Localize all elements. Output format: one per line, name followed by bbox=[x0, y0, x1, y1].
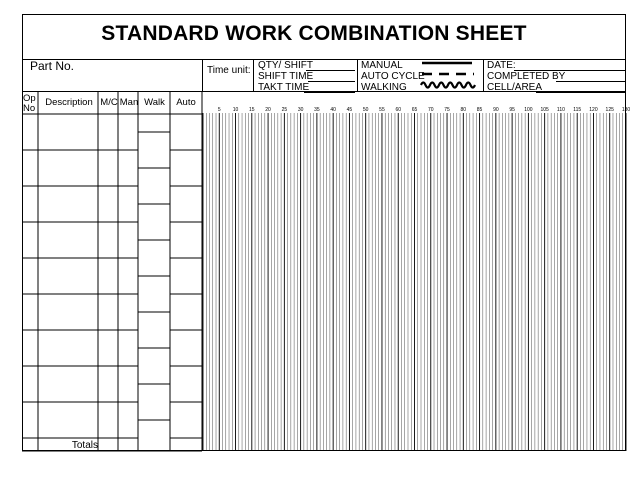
time-tick-label: 80 bbox=[460, 107, 467, 113]
legend-walking-label: WALKING bbox=[361, 82, 407, 93]
time-tick-label: 60 bbox=[395, 107, 401, 113]
part-no-label: Part No. bbox=[30, 59, 75, 73]
shift-time-label: SHIFT TIME bbox=[258, 71, 314, 82]
col-mc-header: M/C bbox=[100, 97, 118, 108]
time-tick-label: 25 bbox=[281, 107, 288, 113]
date-label: DATE: bbox=[487, 60, 516, 71]
time-tick-label: 125 bbox=[605, 107, 614, 113]
time-tick-label: 50 bbox=[362, 107, 369, 113]
col-walk-header: Walk bbox=[144, 97, 165, 108]
col-auto-header: Auto bbox=[176, 97, 196, 108]
time-unit-label: Time unit: bbox=[207, 65, 251, 76]
time-tick-label: 95 bbox=[509, 107, 515, 113]
time-tick-label: 40 bbox=[330, 107, 336, 113]
col-description-header: Description bbox=[45, 97, 93, 108]
col-man-header: Man bbox=[119, 97, 139, 108]
time-tick-label: 70 bbox=[427, 107, 434, 113]
completed-by-label: COMPLETED BY bbox=[487, 71, 566, 82]
time-tick-label: 105 bbox=[540, 107, 549, 113]
time-tick-label: 75 bbox=[444, 107, 450, 113]
legend-manual-label: MANUAL bbox=[361, 60, 403, 71]
legend-walking-wave bbox=[421, 83, 475, 88]
time-tick-label: 15 bbox=[249, 107, 255, 113]
time-tick-label: 120 bbox=[589, 107, 598, 113]
legend-auto-cycle-label: AUTO CYCLE bbox=[361, 71, 425, 82]
time-tick-label: 45 bbox=[346, 107, 353, 113]
time-tick-label: 130 bbox=[621, 107, 631, 113]
time-tick-label: 55 bbox=[379, 107, 385, 113]
col-op-no-line1: Op bbox=[23, 93, 36, 104]
time-tick-label: 100 bbox=[524, 107, 533, 113]
totals-label: Totals bbox=[71, 440, 98, 451]
time-tick-label: 20 bbox=[265, 107, 271, 113]
time-tick-label: 90 bbox=[493, 107, 499, 113]
time-tick-label: 30 bbox=[297, 107, 304, 113]
qty-shift-label: QTY/ SHIFT bbox=[258, 60, 313, 71]
time-tick-label: 65 bbox=[411, 107, 418, 113]
time-tick-label: 5 bbox=[217, 107, 221, 113]
cell-area-label: CELL/AREA bbox=[487, 82, 543, 93]
time-tick-label: 35 bbox=[314, 107, 320, 113]
time-tick-label: 115 bbox=[573, 107, 582, 113]
sheet-title: STANDARD WORK COMBINATION SHEET bbox=[101, 22, 527, 45]
time-tick-label: 110 bbox=[556, 107, 565, 113]
takt-time-label: TAKT TIME bbox=[258, 82, 310, 93]
time-tick-label: 85 bbox=[476, 107, 483, 113]
time-tick-label: 10 bbox=[232, 107, 239, 113]
col-op-no-line2: No bbox=[23, 103, 36, 114]
